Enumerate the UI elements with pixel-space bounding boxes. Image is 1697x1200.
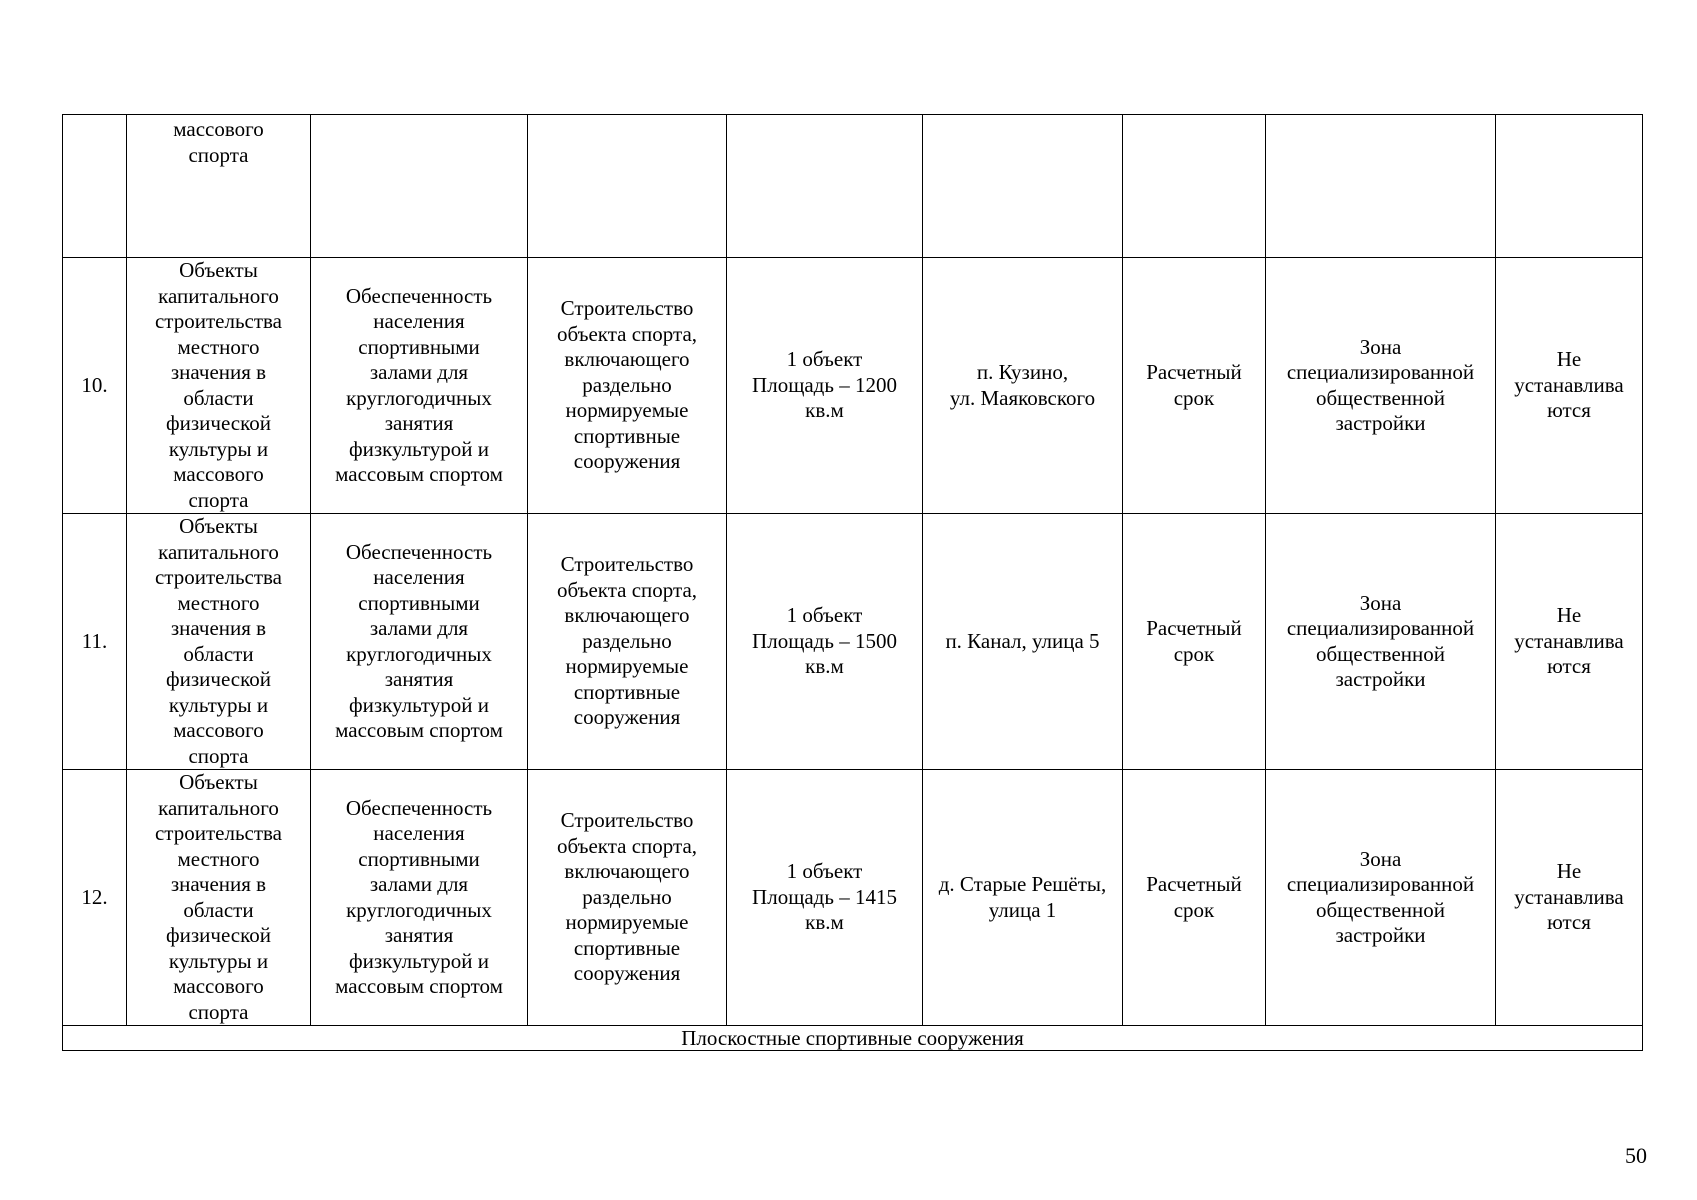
capacity-text: 1 объект Площадь – 1200 кв.м [752, 347, 897, 423]
indicator-text: Обеспеченность населения спортивными залами для круглогодичных занятия физкультурой и массовым спортом [335, 283, 503, 486]
location-text: п. Канал, улица 5 [945, 628, 1100, 653]
indicator-text: Обеспеченность населения спортивными залами для круглогодичных занятия физкультурой и массовым спортом [335, 795, 503, 998]
term-text: Расчетный срок [1146, 360, 1242, 410]
object-name-text: Объекты капитального строительства местного значения в области физической культуры и массового спорта [154, 770, 282, 1024]
cell-term [1123, 258, 1266, 514]
cell-location [923, 770, 1123, 1026]
cell-indicator [311, 115, 528, 258]
cell-zone [1266, 514, 1496, 770]
cell-indicator [311, 514, 528, 770]
row-number: 11. [81, 628, 108, 653]
cell-purpose [528, 115, 727, 258]
object-name-text: массового спорта [173, 117, 264, 167]
purpose-text: Строительство объекта спорта, включающего раздельно нормируемые спортивные сооружения [556, 296, 698, 474]
zone-text: Зона специализированной общественной застройки [1286, 846, 1475, 947]
row-number: 12. [81, 884, 108, 909]
row-number: 10. [81, 372, 108, 397]
cell-capacity [727, 115, 923, 258]
table-row [63, 258, 1643, 514]
section-heading-row [63, 1026, 1643, 1051]
table-row [63, 514, 1643, 770]
cell-restrictions [1496, 258, 1643, 514]
table-row-continuation [63, 115, 1643, 258]
zone-text: Зона специализированной общественной застройки [1286, 334, 1475, 435]
cell-purpose [528, 514, 727, 770]
cell-capacity [727, 514, 923, 770]
restrictions-text: Не устанавлива ются [1514, 859, 1624, 935]
location-text: д. Старые Решёты, улица 1 [938, 872, 1107, 922]
cell-location [923, 115, 1123, 258]
cell-location [923, 258, 1123, 514]
cell-location [923, 514, 1123, 770]
restrictions-text: Не устанавлива ются [1514, 347, 1624, 423]
cell-number [63, 258, 127, 514]
cell-object-name [127, 514, 311, 770]
cell-capacity [727, 258, 923, 514]
cell-object-name [127, 770, 311, 1026]
planning-objects-table [62, 114, 1643, 1051]
location-text: п. Кузино, ул. Маяковского [949, 360, 1096, 410]
cell-object-name [127, 258, 311, 514]
cell-zone [1266, 258, 1496, 514]
restrictions-text: Не устанавлива ются [1514, 603, 1624, 679]
cell-object-name [127, 115, 311, 258]
indicator-text: Обеспеченность населения спортивными залами для круглогодичных занятия физкультурой и массовым спортом [335, 539, 503, 742]
cell-purpose [528, 770, 727, 1026]
cell-restrictions [1496, 514, 1643, 770]
term-text: Расчетный срок [1146, 616, 1242, 666]
cell-zone [1266, 115, 1496, 258]
zone-text: Зона специализированной общественной застройки [1286, 590, 1475, 691]
cell-term [1123, 514, 1266, 770]
cell-indicator [311, 770, 528, 1026]
cell-number [63, 770, 127, 1026]
capacity-text: 1 объект Площадь – 1500 кв.м [752, 603, 897, 679]
cell-term [1123, 115, 1266, 258]
object-name-text: Объекты капитального строительства местного значения в области физической культуры и массового спорта [154, 514, 282, 768]
cell-restrictions [1496, 115, 1643, 258]
cell-term [1123, 770, 1266, 1026]
cell-zone [1266, 770, 1496, 1026]
purpose-text: Строительство объекта спорта, включающего раздельно нормируемые спортивные сооружения [556, 552, 698, 730]
cell-purpose [528, 258, 727, 514]
cell-number [63, 514, 127, 770]
cell-capacity [727, 770, 923, 1026]
cell-number [63, 115, 127, 258]
section-heading: Плоскостные спортивные сооружения [63, 1026, 1643, 1051]
cell-restrictions [1496, 770, 1643, 1026]
table-row [63, 770, 1643, 1026]
page-number: 50 [1625, 1143, 1647, 1168]
term-text: Расчетный срок [1146, 872, 1242, 922]
cell-indicator [311, 258, 528, 514]
purpose-text: Строительство объекта спорта, включающего раздельно нормируемые спортивные сооружения [556, 808, 698, 986]
object-name-text: Объекты капитального строительства местного значения в области физической культуры и массового спорта [154, 258, 282, 512]
capacity-text: 1 объект Площадь – 1415 кв.м [752, 859, 897, 935]
